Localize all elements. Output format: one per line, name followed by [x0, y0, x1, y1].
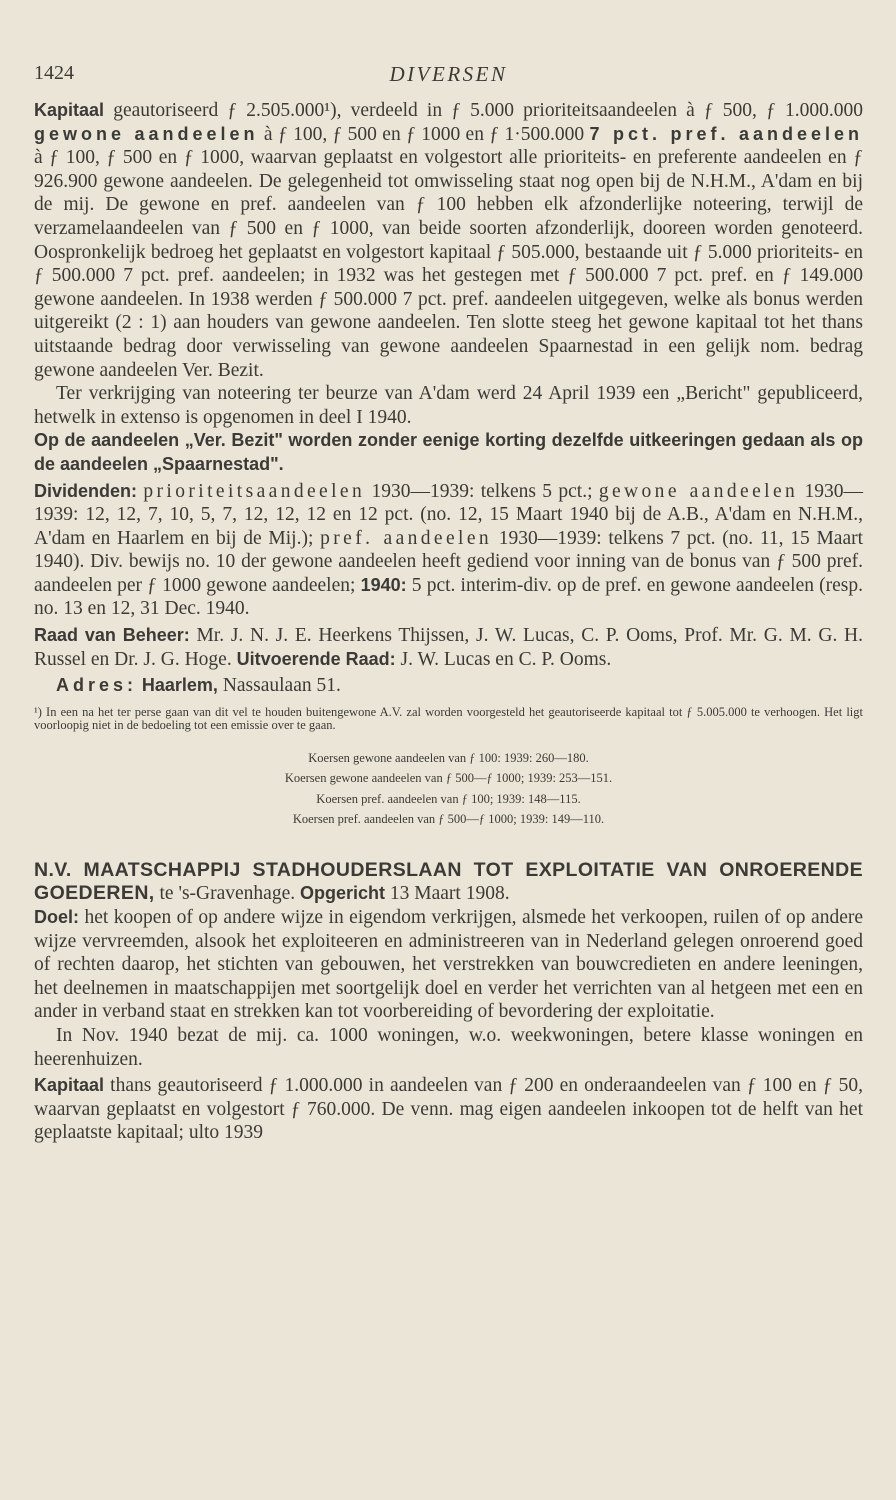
doel-text: het koopen of op andere wijze in eigendom verkrijgen, alsmede het verkoopen, ruilen of op andere wijze vervreemden, alsook het exploiteeren en administreeren van in Nederland gelegen onroerend goed of rechten daarop, het stichten van gebouwen, het verstrekken van bouwcredieten en andere leeningen, het deelnemen in maatschappijen met soortgelijk doel en verder het verrichten van al hetgeen met een en ander in verband staat en strekken kan tot voorbereiding of bevordering der exploitatie.	[34, 907, 863, 1023]
running-title: DIVERSEN	[389, 62, 508, 86]
company-location: te 's-Gravenhage.	[159, 883, 296, 905]
doel-label: Doel:	[34, 907, 79, 928]
adres-paragraph	[34, 674, 863, 698]
company-name: N.V. MAATSCHAPPIJ STADHOUDERSLAAN TOT EXPLOITATIE VAN ONROERENDE GOEDEREN,	[34, 858, 863, 905]
gewone-aandeelen-term: gewone aandeelen	[34, 123, 259, 144]
adres-city: Haarlem,	[141, 675, 218, 696]
dividend-kind-gewone: gewone aandeelen	[598, 480, 799, 502]
kapitaal-text-1: geautoriseerd ƒ 2.505.000¹), verdeeld in ƒ 5.000 prioriteitsaandeelen à ƒ 500, ƒ 1.000.000	[113, 100, 863, 121]
page-body	[34, 99, 863, 1145]
page-number: 1424	[34, 62, 74, 84]
dividend-text-4: 5 pct. interim-div. op de pref. en gewone aandeelen (resp. no. 13 en 12, 31 Dec. 1940.	[34, 574, 864, 620]
opgericht-date: 13 Maart 1908.	[389, 883, 510, 905]
adres-street: Nassaulaan 51.	[222, 675, 341, 697]
kapitaal-text-3: à ƒ 100, ƒ 500 en ƒ 1000 en ƒ 1·500.000	[263, 123, 585, 145]
dividenden-paragraph	[34, 480, 863, 622]
adres-label: Adres:	[56, 675, 138, 696]
bold-notice-text: Op de aandeelen „Ver. Bezit" worden zonder eenige korting dezelfde uitkeeringen gedaan als op de aandeelen „Spaarnestad".	[34, 430, 863, 474]
footnote: ¹) In een na het ter perse gaan van dit vel te houden buitengewone A.V. zal worden voorgesteld het geautoriseerde kapitaal tot ƒ 5.005.000 te verhoogen. Het ligt voorloopig niet in de bedoeling tot een emissie over te gaan.	[34, 704, 863, 733]
dividend-text-2: 1930—1939: 12, 12, 7, 10, 5, 7, 12, 12, 12 en 12 pct. (no. 12, 15 Maart 1940 bij de A.B., A'dam en N.H.M., A'dam en Haarlem en bij de Mij.);	[34, 480, 864, 549]
company-heading	[34, 859, 863, 906]
koersen-line: Koersen pref. aandeelen van ƒ 500—ƒ 1000; 1939: 149—110.	[292, 812, 605, 827]
kapitaal2-label: Kapitaal	[34, 1075, 105, 1096]
koersen-block	[34, 748, 863, 830]
raad-text: Mr. J. N. J. E. Heerkens Thijssen, J. W. Lucas, C. P. Ooms, Prof. Mr. G. M. G. H. Russel en Dr. J. G. Hoge.	[34, 625, 864, 670]
kapitaal-text-5: à ƒ 100, ƒ 500 en ƒ 1000, waarvan geplaatst en volgestort alle prioriteits- en preferente aandeelen en ƒ 926.900 gewone aandeelen. De gelegenheid tot omwisseling staat nog open bij de N.H.M., A'dam en bij de mij. De gewone en pref. aandeelen van ƒ 100 hebben elk afzonderlijke noteering, terwijl de verzamelaandeelen van ƒ 500 en ƒ 1000, van beide soorten afzonderlijk, dooreen worden genoteerd. Oospronkelijk bedroeg het geplaatst en volgestort kapitaal ƒ 505.000, bestaande uit ƒ 5.000 prioriteits- en ƒ 500.000 7 pct. pref. aandeelen; in 1932 was het gestegen met ƒ 500.000 7 pct. pref. en ƒ 149.000 gewone aandeelen. In 1938 werden ƒ 500.000 7 pct. pref. aandeelen uitgegeven, welke als bonus werden uitgereikt (2 : 1) aan houders van gewone aandeelen. Ten slotte steeg het gewone kapitaal tot het thans uitstaande bedrag door verwisseling van gewone aandeelen Spaarnestad in een gelijk nom. bedrag gewone aandeelen Ver. Bezit.	[34, 147, 863, 381]
opgericht-label: Opgericht	[300, 883, 386, 904]
dividend-text-1: 1930—1939: telkens 5 pct.;	[371, 480, 593, 502]
dividend-kind-prioriteit: prioriteitsaandeelen	[143, 480, 366, 502]
koersen-line: Koersen gewone aandeelen van ƒ 500—ƒ 1000; 1939: 253—151.	[284, 771, 613, 786]
dividend-text-3: 1930—1939: telkens 7 pct. (no. 11, 15 Maart 1940). Div. bewijs no. 10 der gewone aandeelen heeft gediend voor inning van de bonus van ƒ 500 pref. aandeelen per ƒ 1000 gewone aandeelen;	[34, 527, 864, 596]
running-head	[34, 62, 863, 88]
kapitaal-paragraph	[34, 99, 863, 382]
uitvoerende-raad-text: J. W. Lucas en C. P. Ooms.	[400, 648, 612, 670]
verkrijging-paragraph: Ter verkrijging van noteering ter beurze van A'dam werd 24 April 1939 een „Bericht" gepubliceerd, hetwelk in extenso is opgenomen in deel I 1940.	[34, 383, 863, 428]
bold-notice	[34, 429, 863, 476]
kapitaal2-paragraph	[34, 1074, 863, 1145]
dividend-kind-pref: pref. aandeelen	[320, 527, 493, 549]
pref-aandeelen-term: 7 pct. pref. aandeelen	[589, 123, 863, 144]
raad-paragraph	[34, 624, 863, 671]
kapitaal2-text: thans geautoriseerd ƒ 1.000.000 in aandeelen van ƒ 200 en onderaandeelen van ƒ 100 en ƒ 50, waarvan geplaatst en volgestort ƒ 760.000. De venn. mag eigen aandeelen inkoopen tot de helft van het geplaatste kapitaal; ulto 1939	[34, 1075, 864, 1144]
dividend-year-1940: 1940:	[360, 574, 407, 595]
koersen-line: Koersen gewone aandeelen van ƒ 100: 1939: 260—180.	[308, 750, 589, 765]
kapitaal-label: Kapitaal	[34, 100, 105, 120]
uitvoerende-raad-label: Uitvoerende Raad:	[236, 648, 396, 669]
doel-paragraph	[34, 906, 863, 1024]
nov1940-paragraph: In Nov. 1940 bezat de mij. ca. 1000 woningen, w.o. weekwoningen, betere klasse woningen en heerenhuizen.	[34, 1025, 863, 1070]
dividenden-label: Dividenden:	[34, 480, 138, 501]
raad-label: Raad van Beheer:	[34, 625, 190, 646]
koersen-line: Koersen pref. aandeelen van ƒ 100; 1939: 148—115.	[316, 791, 581, 806]
